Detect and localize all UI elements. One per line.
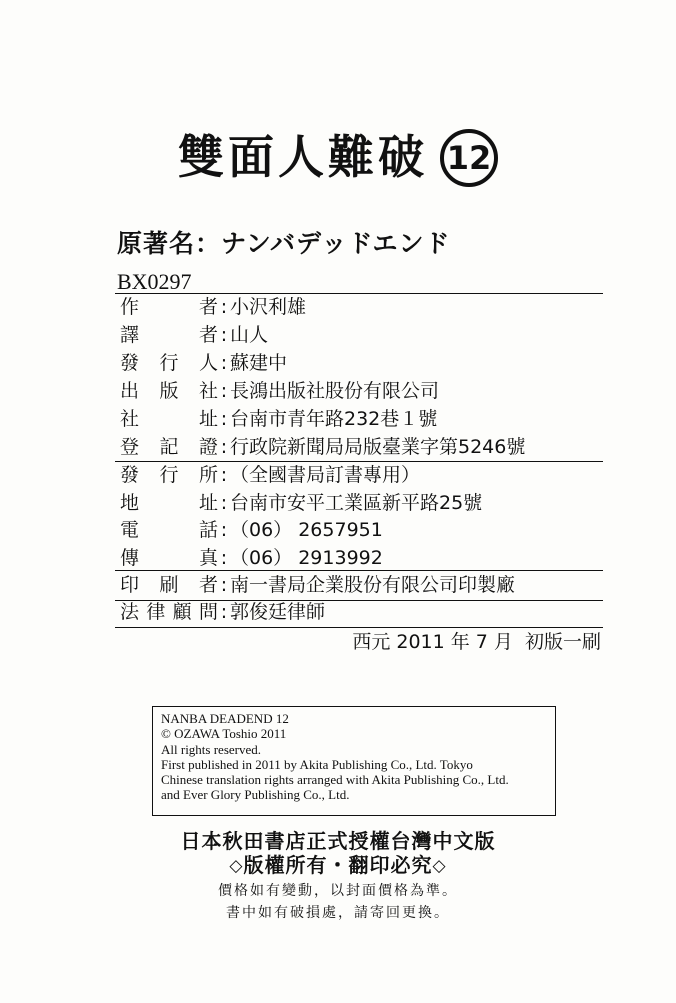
label-char: 律: [146, 601, 166, 623]
distribution-row: 電 話 : （06） 2657951: [120, 516, 383, 544]
label-char: 顧: [172, 601, 192, 623]
distribution-row: 發 行 所 : （全國書局訂書專用）: [120, 461, 420, 489]
label-char: 發: [120, 464, 140, 486]
rights-notice: [0, 852, 676, 879]
original-title: 原著名：ナンバデッドエンド: [117, 229, 451, 258]
label-char: 刷: [159, 574, 179, 596]
legal-value: 郭俊廷律師: [230, 601, 326, 623]
distribution-row: 地 址 : 台南市安平工業區新平路25號: [120, 489, 482, 517]
legal-label: [120, 598, 218, 626]
distribution-label: [120, 516, 218, 544]
credit-value: 台南市青年路232巷１號: [230, 408, 438, 430]
distribution-label: [120, 544, 218, 572]
label-char: 記: [159, 436, 179, 458]
label-char: 作: [120, 296, 140, 318]
label-char: 社: [198, 380, 218, 402]
copyright-line: and Ever Glory Publishing Co., Ltd.: [161, 787, 350, 803]
rights-text: 版權所有・翻印必究: [243, 853, 433, 877]
label-char: 譯: [120, 324, 140, 346]
label-char: 真: [198, 546, 218, 569]
label-char: 登: [120, 436, 140, 458]
label-char: 行: [159, 352, 179, 374]
label-char: 社: [120, 408, 140, 430]
label-char: 行: [159, 464, 179, 486]
credit-label: [120, 405, 218, 433]
credit-row: 登 記 證 : 行政院新聞局局版臺業字第5246號: [120, 433, 525, 461]
label-char: 證: [198, 436, 218, 458]
label-char: 者: [198, 296, 218, 318]
credit-label: [120, 349, 218, 377]
label-char: 地: [120, 491, 140, 514]
label-char: 版: [159, 380, 179, 402]
label-char: 傳: [120, 546, 140, 569]
credit-row: 發 行 人 : 蘇建中: [120, 349, 287, 377]
credit-row: 社 址 : 台南市青年路232巷１號: [120, 405, 437, 433]
credit-row: 譯 者 : 山人: [120, 321, 268, 349]
copyright-line: All rights reserved.: [161, 741, 262, 757]
credit-label: [120, 321, 218, 349]
edition-date: 西元 2011 年 7 月 初版一刷: [352, 631, 601, 653]
label-char: 所: [198, 464, 218, 486]
distribution-value: （全國書局訂書專用）: [230, 464, 421, 486]
credit-label: [120, 433, 218, 461]
label-char: 電: [120, 519, 140, 541]
distribution-label: [120, 489, 218, 517]
copyright-box: [152, 706, 556, 816]
distribution-label: [120, 461, 218, 489]
credit-row: 作 者 : 小沢利雄: [120, 293, 306, 321]
copyright-line: © OZAWA Toshio 2011: [161, 726, 287, 742]
label-char: 者: [198, 324, 218, 346]
distribution-row: 傳 真 : （06） 2913992: [120, 544, 383, 572]
printer-value: 南一書局企業股份有限公司印製廠: [230, 574, 516, 596]
credit-row: 出 版 社 : 長鴻出版社股份有限公司: [120, 377, 439, 405]
credit-value: 長鴻出版社股份有限公司: [230, 380, 440, 402]
credit-value: 小沢利雄: [230, 296, 307, 318]
credit-label: [120, 377, 218, 405]
product-code: BX0297: [117, 269, 192, 294]
copyright-line: Chinese translation rights arranged with Akita Publishing Co., Ltd.: [161, 772, 509, 788]
license-notice: 日本秋田書店正式授權台灣中文版: [180, 829, 496, 853]
label-char: 發: [120, 352, 140, 374]
label-char: 址: [198, 408, 218, 430]
legal-row: 法 律 顧 問 : 郭俊廷律師: [120, 598, 325, 626]
title-text: 雙面人難破: [178, 130, 428, 184]
copyright-line: NANBA DEADEND 12: [161, 711, 289, 726]
copyright-line: First published in 2011 by Akita Publishing Co., Ltd. Tokyo: [161, 756, 473, 772]
distribution-value: 台南市安平工業區新平路25號: [230, 491, 483, 514]
label-char: 話: [198, 519, 218, 541]
volume-number: 12: [440, 129, 498, 187]
credit-value: 行政院新聞局局版臺業字第5246號: [230, 436, 526, 458]
label-char: 址: [198, 491, 218, 514]
distribution-value: （06） 2913992: [230, 546, 383, 569]
book-title: [0, 128, 676, 187]
label-char: 問: [198, 601, 218, 623]
label-char: 者: [198, 574, 218, 596]
credit-label: [120, 293, 218, 321]
label-char: 印: [120, 574, 140, 596]
printer-label: [120, 571, 218, 599]
diamond-icon: ◇: [229, 856, 244, 876]
damage-notice: 書中如有破損處，請寄回更換。: [226, 905, 450, 921]
distribution-value: （06） 2657951: [230, 519, 383, 541]
credit-value: 山人: [230, 324, 269, 346]
label-char: 人: [198, 352, 218, 374]
diamond-icon: ◇: [432, 856, 447, 876]
printer-row: 印 刷 者 : 南一書局企業股份有限公司印製廠: [120, 571, 515, 599]
price-notice: 價格如有變動，以封面價格為準。: [218, 883, 458, 899]
label-char: 法: [120, 601, 140, 623]
label-char: 出: [120, 380, 140, 402]
credit-value: 蘇建中: [230, 352, 288, 374]
